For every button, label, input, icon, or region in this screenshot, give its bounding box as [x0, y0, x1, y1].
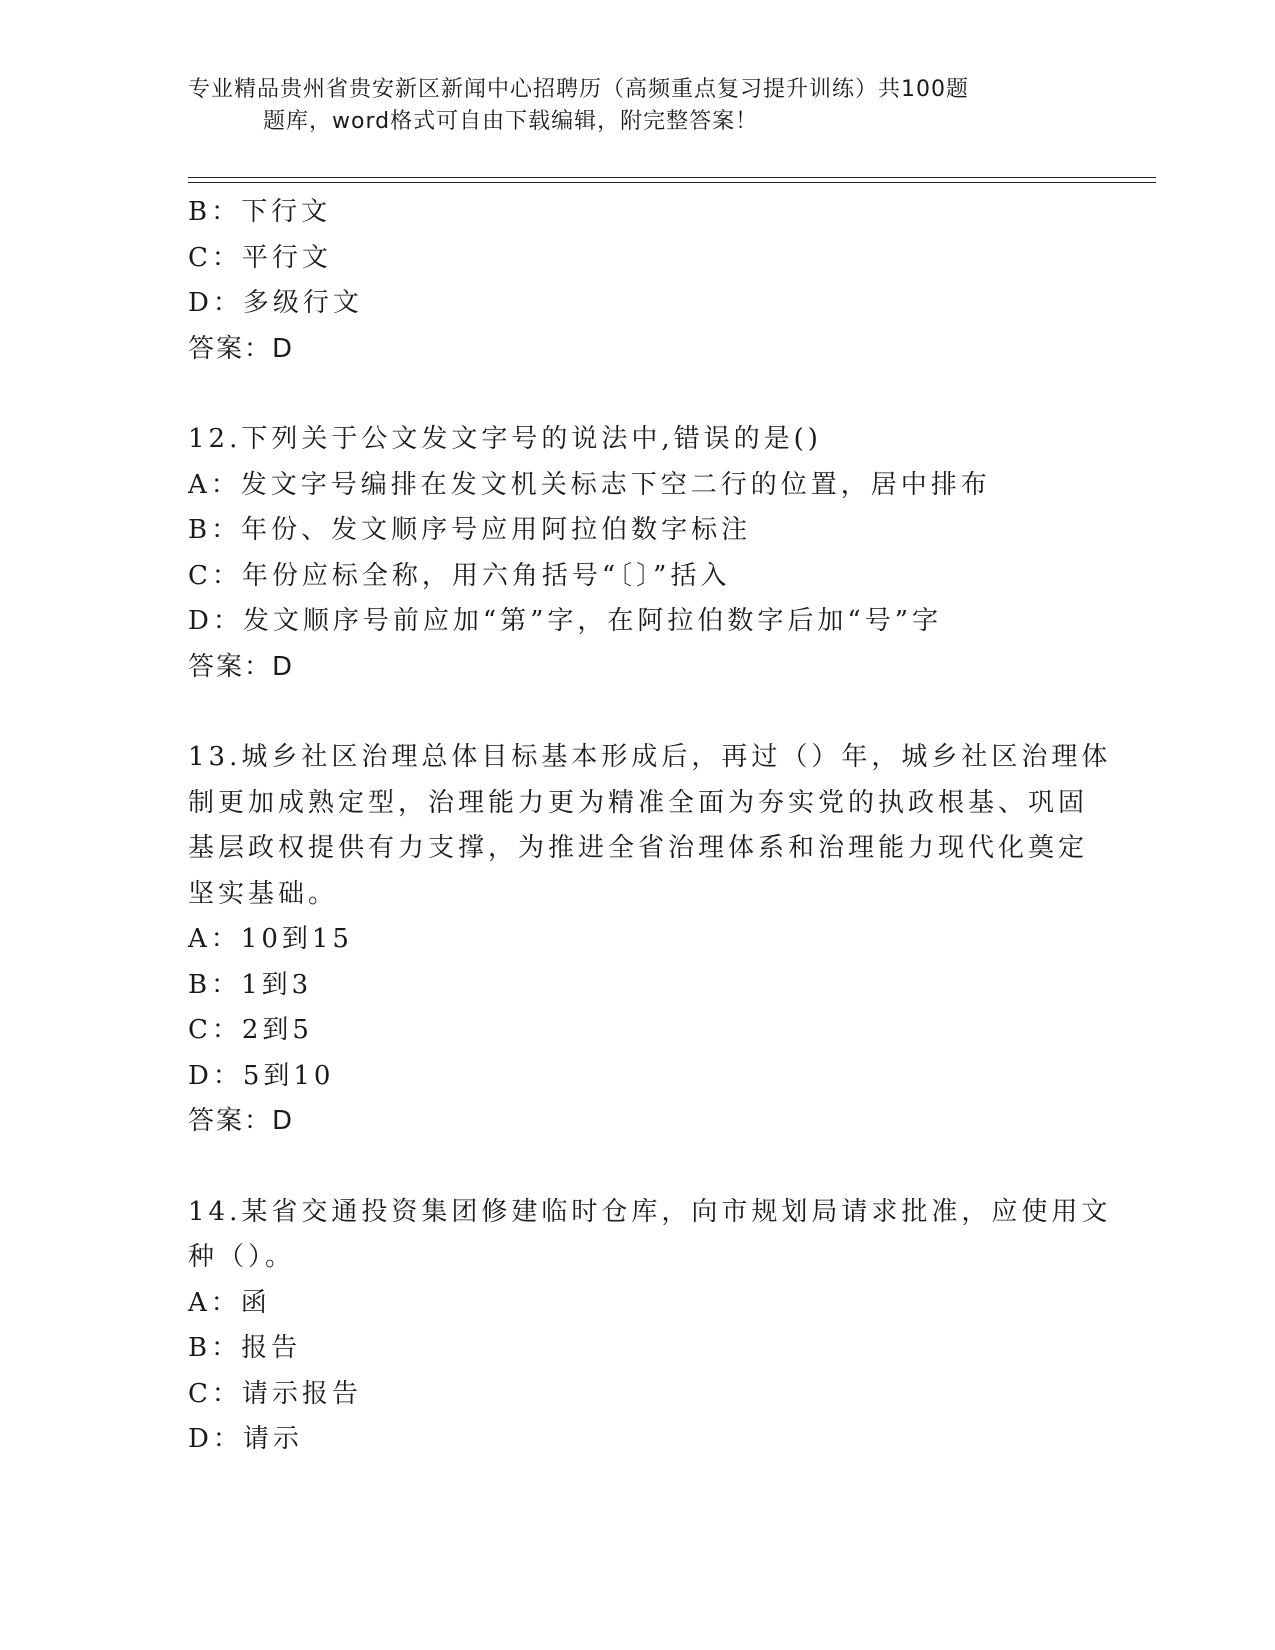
q13-option-d: D：5到10 — [188, 1060, 335, 1091]
header-divider-bottom — [188, 182, 1156, 183]
q11-answer: 答案：D — [188, 333, 295, 364]
q13-option-c: C：2到5 — [188, 1015, 313, 1045]
q14-stem-line-1: 14.某省交通投资集团修建临时仓库，向市规划局请求批准，应使用文 — [188, 1196, 1112, 1227]
q13-option-b: B：1到3 — [188, 969, 313, 1000]
q14-option-a: A：函 — [188, 1287, 271, 1318]
q13-stem-line-1: 13.城乡社区治理总体目标基本形成后，再过（）年，城乡社区治理体 — [188, 742, 1112, 772]
q13-answer: 答案：D — [188, 1106, 295, 1136]
header-title-line-2: 题库，word格式可自由下载编辑，附完整答案！ — [263, 109, 759, 134]
q13-option-a: A：10到15 — [188, 924, 353, 954]
question-13 — [188, 735, 1112, 1145]
q12-stem: 12.下列关于公文发文字号的说法中,错误的是() — [188, 424, 822, 454]
q14-option-b: B：报告 — [188, 1333, 302, 1363]
header-divider-top — [188, 177, 1156, 178]
question-content — [188, 190, 1112, 1463]
document-header — [188, 74, 1088, 138]
question-12 — [188, 417, 1088, 690]
q12-option-d: D：发文顺序号前应加“第”字，在阿拉伯数字后加“号”字 — [188, 606, 943, 636]
q13-stem-line-3: 基层政权提供有力支撑，为推进全省治理体系和治理能力现代化奠定 — [188, 833, 1089, 863]
q14-option-c: C：请示报告 — [188, 1378, 362, 1409]
q11-option-d: D：多级行文 — [188, 288, 363, 318]
q12-option-a: A：发文字号编排在发文机关标志下空二行的位置，居中排布 — [188, 469, 991, 500]
q13-stem-line-2: 制更加成熟定型，治理能力更为精准全面为夯实党的执政根基、巩固 — [188, 787, 1089, 818]
q14-option-d: D：请示 — [188, 1424, 303, 1454]
question-11 — [188, 190, 1088, 372]
q13-stem-line-4: 坚实基础。 — [188, 878, 339, 909]
q12-option-c: C：年份应标全称，用六角括号“〔〕”括入 — [188, 560, 731, 591]
q11-option-b: B：下行文 — [188, 197, 332, 227]
q14-stem-line-2: 种（）。 — [188, 1242, 296, 1272]
header-title-line-1: 专业精品贵州省贵安新区新闻中心招聘历（高频重点复习提升训练）共100题 — [188, 77, 969, 102]
q12-option-b: B：年份、发文顺序号应用阿拉伯数字标注 — [188, 515, 752, 545]
question-14 — [188, 1190, 1112, 1463]
q12-answer: 答案：D — [188, 651, 295, 682]
q11-option-c: C：平行文 — [188, 242, 332, 273]
